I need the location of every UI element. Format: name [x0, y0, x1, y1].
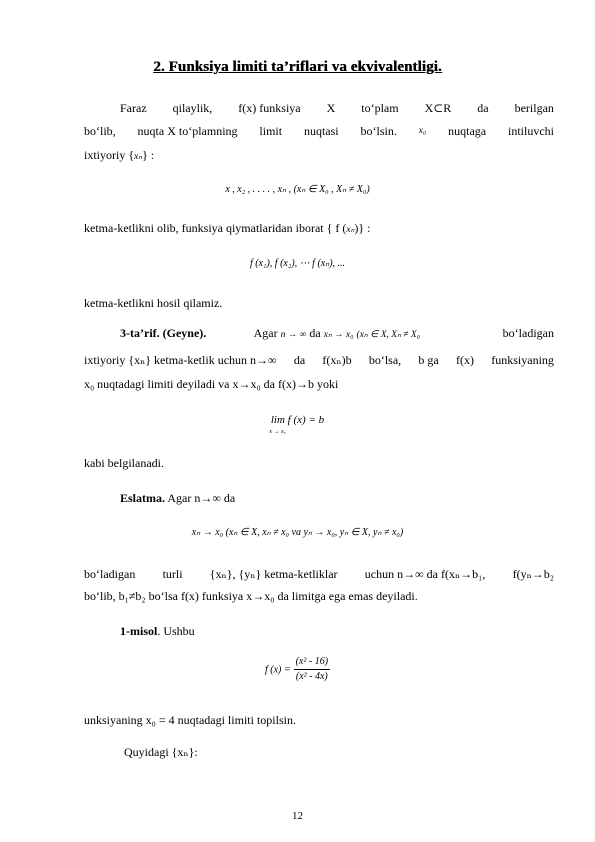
text: ixtiyoriy { — [84, 148, 135, 162]
example-line — [120, 624, 554, 638]
word: nuqtaga — [448, 124, 487, 138]
word: berilgan — [514, 101, 554, 115]
formula-function-values: f (x₁), f (x₂), ⋯ f (xₙ), ... — [249, 258, 346, 269]
limit-subscript: x → x₀ — [269, 429, 286, 435]
numerator: (x² - 16) — [294, 655, 330, 670]
text: bo‘ladigan — [502, 326, 554, 340]
text: b ga — [418, 353, 439, 367]
word: Faraz — [120, 101, 147, 115]
definition-heading: 3-ta’rif. (Geyne). — [120, 326, 207, 340]
paragraph-line-3 — [84, 148, 554, 164]
text: bo‘ladigan — [84, 567, 136, 581]
math-x0: x₀ — [418, 126, 427, 136]
paragraph-line-7 — [84, 567, 554, 581]
text: uchun n→∞ da f(xₙ→b₁, — [364, 567, 486, 581]
math: n → ∞ — [280, 330, 307, 340]
text: ixtiyoriy {xₙ} ketma-ketlik uchun n→∞ — [84, 353, 277, 367]
paragraph-line-5: ketma-ketlikni hosil qilamiz. — [84, 296, 223, 310]
word: X — [326, 101, 336, 115]
text: } : — [142, 148, 155, 162]
word: limit — [259, 124, 283, 138]
formula-function — [0, 655, 595, 684]
note-heading: Eslatma. — [120, 491, 165, 505]
definition-line-3: x₀ nuqtadagi limiti deyiladi va x→x₀ da f(x)→b yoki — [84, 377, 339, 391]
text: f(x) — [456, 353, 474, 367]
paragraph-line-10: Quyidagi {xₙ}: — [124, 745, 198, 759]
text: f(xₙ)b — [322, 353, 352, 367]
word: X⊂R — [424, 101, 452, 115]
paragraph-line-1 — [120, 101, 554, 115]
math: (xₙ ∈ X, Xₙ ≠ X₀ — [356, 330, 420, 340]
text: )} : — [354, 221, 371, 235]
text: {xₙ}, {yₙ} ketma-ketliklar — [209, 567, 338, 581]
text: da — [293, 353, 306, 367]
word: bo‘lsin. — [360, 124, 397, 138]
text: Agar n→∞ da — [165, 491, 236, 505]
math: xₙ → x₀ — [323, 330, 354, 340]
word: nuqta X to‘plamning — [137, 124, 238, 138]
text: da — [309, 326, 321, 340]
definition-line-1 — [120, 326, 554, 342]
paragraph-line-6: kabi belgilanadi. — [84, 456, 164, 470]
word: f(x) funksiya — [238, 101, 301, 115]
paragraph-line-4 — [84, 221, 554, 237]
note-line — [120, 491, 554, 505]
text: . Ushbu — [157, 624, 195, 638]
fraction — [294, 655, 330, 684]
text: funksiyaning — [491, 353, 554, 367]
definition-line-2 — [84, 353, 554, 367]
formula-limit — [0, 413, 595, 439]
math-xn: xₙ — [346, 225, 355, 235]
math-xn: xₙ — [134, 152, 143, 162]
page-number: 12 — [292, 810, 303, 822]
text: bo‘lsa, — [368, 353, 402, 367]
example-heading: 1-misol — [120, 624, 158, 638]
paragraph-line-8: bo‘lib, b₁≠b₂ bo‘lsa f(x) funksiya x→x₀ da limitga ega emas deyiladi. — [84, 589, 418, 603]
word: da — [477, 101, 489, 115]
limit-expression: lim f (x) = b — [270, 414, 325, 426]
paragraph-line-9: unksiyaning x₀ = 4 nuqtadagi limiti topilsin. — [84, 713, 296, 727]
section-title: 2. Funksiya limiti ta’riflari va ekvivalentligi. — [153, 59, 442, 75]
formula-sequence: x , x₂ , . . . . , xₙ , (xₙ ∈ X₀ , Xₙ ≠ X₀) — [225, 184, 370, 195]
word: qilaylik, — [172, 101, 213, 115]
word: bo‘lib, — [84, 124, 116, 138]
text: Agar — [253, 326, 278, 340]
word: to‘plam — [361, 101, 399, 115]
paragraph-line-2 — [84, 124, 554, 138]
text: turli — [162, 567, 183, 581]
word: intiluvchi — [508, 124, 554, 138]
formula-two-sequences: xₙ → x₀ (xₙ ∈ X, xₙ ≠ x₀ va yₙ → x₀, yₙ ∈ X, yₙ ≠ x₀) — [191, 527, 404, 538]
denominator: (x² - 4x) — [295, 671, 328, 682]
formula-lhs: f (x) = — [264, 664, 291, 676]
text: f(yₙ→b₂ — [512, 567, 554, 581]
text: ketma-ketlikni olib, funksiya qiymatlaridan iborat { f ( — [84, 221, 347, 235]
word: nuqtasi — [303, 124, 339, 138]
